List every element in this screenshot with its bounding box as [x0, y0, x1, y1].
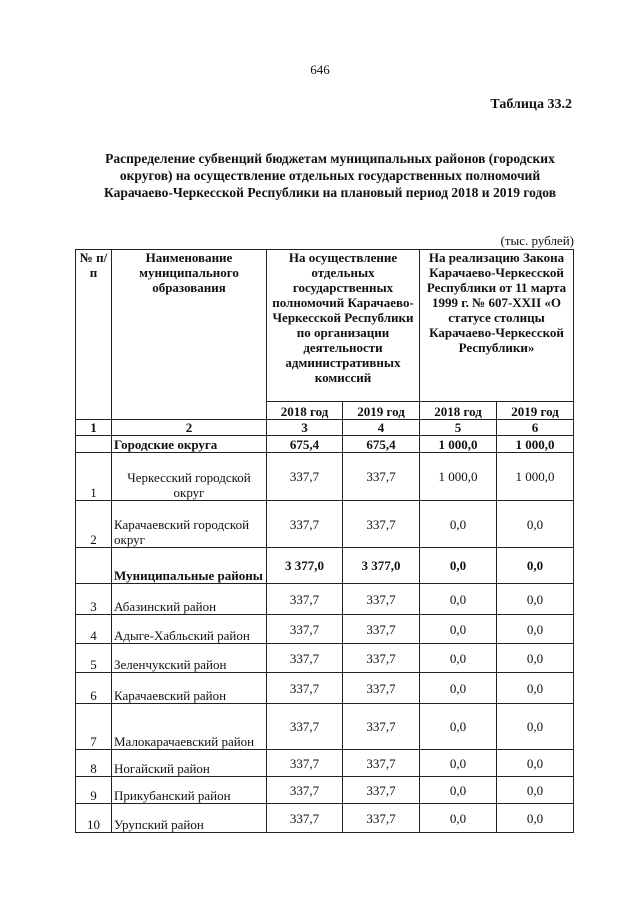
value-2018-commissions: 337,7 [267, 501, 343, 548]
header-year-2019-b: 2019 год [497, 402, 574, 420]
document-title: Распределение субвенций бюджетам муниципальных районов (городских округов) на осуществление отдельных государственных полномочий Карачаево-Черкесской Республики на плановый период 2018 и 2019 годов [103, 151, 557, 200]
value-2019-capital: 0,0 [497, 501, 574, 548]
value-2019-commissions: 337,7 [343, 584, 420, 615]
row-number: 10 [76, 804, 112, 833]
value-2018-commissions: 337,7 [267, 804, 343, 833]
row-number: 1 [76, 453, 112, 501]
header-group-capital-law: На реализацию Закона Карачаево-Черкесской Республики от 11 марта 1999 г. № 607-XXII «О статусе столицы Карачаево-Черкесской Республики» [420, 250, 574, 402]
value-2018-capital: 0,0 [420, 750, 497, 777]
value-2018-capital: 0,0 [420, 673, 497, 704]
value-2019-capital: 0,0 [497, 548, 574, 584]
value-2019-capital: 0,0 [497, 644, 574, 673]
value-2019-capital: 0,0 [497, 804, 574, 833]
row-number [76, 436, 112, 453]
subvention-table [75, 249, 574, 833]
header-name: Наименование муниципального образования [112, 250, 267, 420]
value-2018-commissions: 337,7 [267, 777, 343, 804]
units-label: (тыс. рублей) [500, 233, 574, 248]
table-row [76, 644, 574, 673]
value-2018-capital: 0,0 [420, 501, 497, 548]
row-number: 3 [76, 584, 112, 615]
value-2018-capital: 0,0 [420, 804, 497, 833]
table-row [76, 750, 574, 777]
table-row [76, 777, 574, 804]
row-number: 7 [76, 704, 112, 750]
value-2018-capital: 0,0 [420, 704, 497, 750]
row-name: Городские округа [112, 436, 267, 453]
row-number: 8 [76, 750, 112, 777]
column-index: 6 [497, 420, 574, 436]
value-2018-capital: 0,0 [420, 584, 497, 615]
header-year-2018-a: 2018 год [267, 402, 343, 420]
value-2019-commissions: 675,4 [343, 436, 420, 453]
row-name: Зеленчукский район [112, 644, 267, 673]
row-number: 2 [76, 501, 112, 548]
column-index: 3 [267, 420, 343, 436]
value-2018-commissions: 337,7 [267, 453, 343, 501]
table-row [76, 584, 574, 615]
value-2019-commissions: 337,7 [343, 750, 420, 777]
row-name: Малокарачаевский район [112, 704, 267, 750]
table-row [76, 704, 574, 750]
column-index: 5 [420, 420, 497, 436]
table-row [76, 548, 574, 584]
value-2018-commissions: 337,7 [267, 673, 343, 704]
row-number: 6 [76, 673, 112, 704]
value-2018-commissions: 3 377,0 [267, 548, 343, 584]
value-2019-commissions: 337,7 [343, 673, 420, 704]
column-index: 1 [76, 420, 112, 436]
value-2019-commissions: 337,7 [343, 777, 420, 804]
row-name: Карачаевский городской округ [112, 501, 267, 548]
value-2018-commissions: 337,7 [267, 644, 343, 673]
value-2019-capital: 0,0 [497, 704, 574, 750]
value-2019-commissions: 337,7 [343, 615, 420, 644]
row-number [76, 548, 112, 584]
row-number: 9 [76, 777, 112, 804]
page-number: 646 [310, 62, 330, 77]
row-name: Урупский район [112, 804, 267, 833]
value-2018-capital: 0,0 [420, 644, 497, 673]
value-2018-commissions: 337,7 [267, 704, 343, 750]
value-2018-capital: 1 000,0 [420, 436, 497, 453]
value-2019-commissions: 337,7 [343, 804, 420, 833]
row-number: 4 [76, 615, 112, 644]
column-index: 4 [343, 420, 420, 436]
value-2019-commissions: 337,7 [343, 453, 420, 501]
row-name: Черкесский городской округ [112, 453, 267, 501]
value-2019-commissions: 337,7 [343, 704, 420, 750]
header-year-2019-a: 2019 год [343, 402, 420, 420]
table-row [76, 501, 574, 548]
table-row [76, 436, 574, 453]
value-2018-capital: 0,0 [420, 548, 497, 584]
value-2018-commissions: 675,4 [267, 436, 343, 453]
row-name: Абазинский район [112, 584, 267, 615]
value-2019-capital: 1 000,0 [497, 453, 574, 501]
value-2019-capital: 0,0 [497, 777, 574, 804]
header-group-commissions: На осуществление отдельных государственных полномочий Карачаево-Черкесской Республики по организации деятельности административных комиссий [267, 250, 420, 402]
row-name: Ногайский район [112, 750, 267, 777]
value-2019-capital: 0,0 [497, 673, 574, 704]
value-2019-commissions: 337,7 [343, 501, 420, 548]
column-index: 2 [112, 420, 267, 436]
value-2019-capital: 0,0 [497, 615, 574, 644]
value-2018-commissions: 337,7 [267, 584, 343, 615]
row-number: 5 [76, 644, 112, 673]
header-num: № п/п [76, 250, 112, 420]
value-2018-capital: 0,0 [420, 777, 497, 804]
value-2018-commissions: 337,7 [267, 750, 343, 777]
value-2018-capital: 1 000,0 [420, 453, 497, 501]
row-name: Муниципальные районы [112, 548, 267, 584]
value-2018-capital: 0,0 [420, 615, 497, 644]
value-2019-commissions: 3 377,0 [343, 548, 420, 584]
row-name: Адыге-Хабльский район [112, 615, 267, 644]
table-label: Таблица 33.2 [490, 97, 572, 112]
value-2018-commissions: 337,7 [267, 615, 343, 644]
header-year-2018-b: 2018 год [420, 402, 497, 420]
table-row [76, 453, 574, 501]
table-row [76, 673, 574, 704]
row-name: Прикубанский район [112, 777, 267, 804]
row-name: Карачаевский район [112, 673, 267, 704]
table-row [76, 804, 574, 833]
value-2019-capital: 0,0 [497, 750, 574, 777]
value-2019-capital: 0,0 [497, 584, 574, 615]
value-2019-commissions: 337,7 [343, 644, 420, 673]
value-2019-capital: 1 000,0 [497, 436, 574, 453]
table-row [76, 615, 574, 644]
